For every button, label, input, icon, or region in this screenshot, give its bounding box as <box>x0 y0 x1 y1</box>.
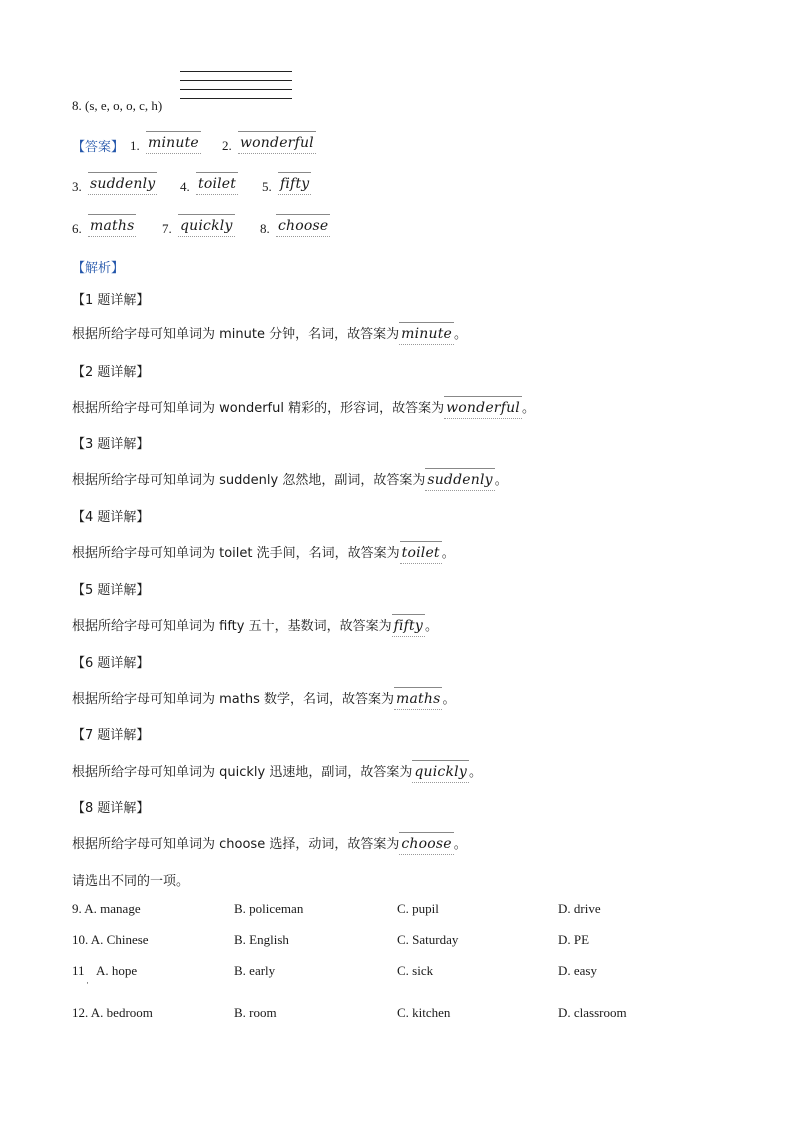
analysis-tag: 【解析】 <box>72 261 125 276</box>
answer-1-num: 1. <box>130 138 140 153</box>
answer-5-word: fifty <box>280 176 310 192</box>
detail-1-text: 根据所给字母可知单词为 minute 分钟，名词，故答案为 minute 。 <box>72 326 468 342</box>
detail-6-answer: maths <box>396 691 441 707</box>
answer-2-word: wonderful <box>240 135 314 151</box>
detail-8-text: 根据所给字母可知单词为 choose 选择，动词，故答案为 choose 。 <box>72 836 467 852</box>
answer-tag: 【答案】 <box>72 140 125 155</box>
answer-1-word: minute <box>148 135 199 151</box>
question-11-b: B. early <box>234 963 276 978</box>
question-10-d: D. PE <box>558 932 590 947</box>
detail-5-text: 根据所给字母可知单词为 fifty 五十，基数词，故答案为 fifty 。 <box>72 618 438 634</box>
question-12-b: B. room <box>234 1005 277 1020</box>
question-12-a: 12. A. bedroom <box>72 1005 153 1020</box>
question-12-d: D. classroom <box>558 1005 627 1020</box>
answer-7-word: quickly <box>180 218 233 234</box>
answer-4-num: 4. <box>180 179 190 194</box>
answer-3-word: suddenly <box>90 176 156 192</box>
detail-2-heading: 【2 题详解】 <box>72 365 150 380</box>
detail-8-heading: 【8 题详解】 <box>72 801 150 816</box>
detail-3-heading: 【3 题详解】 <box>72 437 150 452</box>
question-9-b: B. policeman <box>234 901 304 916</box>
detail-1-heading: 【1 题详解】 <box>72 293 150 308</box>
answer-5-num: 5. <box>262 179 272 194</box>
detail-5-answer: fifty <box>393 618 423 634</box>
detail-4-heading: 【4 题详解】 <box>72 510 150 525</box>
question-10-a: 10. A. Chinese <box>72 932 149 947</box>
detail-6-text: 根据所给字母可知单词为 maths 数学，名词，故答案为 maths 。 <box>72 691 456 707</box>
answer-6-word: maths <box>90 218 135 234</box>
detail-6-heading: 【6 题详解】 <box>72 656 150 671</box>
detail-2-answer: wonderful <box>446 400 520 416</box>
question-9-c: C. pupil <box>397 901 439 916</box>
detail-4-text: 根据所给字母可知单词为 toilet 洗手间，名词，故答案为 toilet 。 <box>72 545 455 561</box>
question-10-c: C. Saturday <box>397 932 459 947</box>
question-11-dot: · <box>86 978 89 988</box>
detail-7-text: 根据所给字母可知单词为 quickly 迅速地，副词，故答案为 quickly 。 <box>72 764 482 780</box>
question-11-d: D. easy <box>558 963 597 978</box>
answer-8-num: 8. <box>260 221 270 236</box>
question-8-label: 8. (s, e, o, o, c, h) <box>72 98 163 113</box>
answer-3-num: 3. <box>72 179 82 194</box>
answer-2-num: 2. <box>222 138 232 153</box>
answer-7-num: 7. <box>162 221 172 236</box>
section-instruction: 请选出不同的一项。 <box>72 874 190 889</box>
question-12-c: C. kitchen <box>397 1005 451 1020</box>
question-10-b: B. English <box>234 932 289 947</box>
detail-2-text: 根据所给字母可知单词为 wonderful 精彩的，形容词，故答案为 wonderful 。 <box>72 400 535 416</box>
detail-4-answer: toilet <box>401 545 440 561</box>
question-11-c: C. sick <box>397 963 434 978</box>
answer-4-word: toilet <box>198 176 237 192</box>
answer-lines <box>180 71 292 107</box>
question-11-num: 11 <box>72 963 85 978</box>
detail-8-answer: choose <box>401 836 452 852</box>
detail-5-heading: 【5 题详解】 <box>72 583 150 598</box>
answer-8-word: choose <box>278 218 329 234</box>
answer-6-num: 6. <box>72 221 82 236</box>
detail-7-heading: 【7 题详解】 <box>72 728 150 743</box>
question-9-a: 9. A. manage <box>72 901 141 916</box>
detail-1-answer: minute <box>401 326 453 342</box>
question-11-a: A. hope <box>96 963 138 978</box>
detail-3-text: 根据所给字母可知单词为 suddenly 忽然地，副词，故答案为 suddenly 。 <box>72 472 508 488</box>
detail-3-answer: suddenly <box>427 472 493 488</box>
detail-7-answer: quickly <box>414 764 467 780</box>
question-9-d: D. drive <box>558 901 601 916</box>
